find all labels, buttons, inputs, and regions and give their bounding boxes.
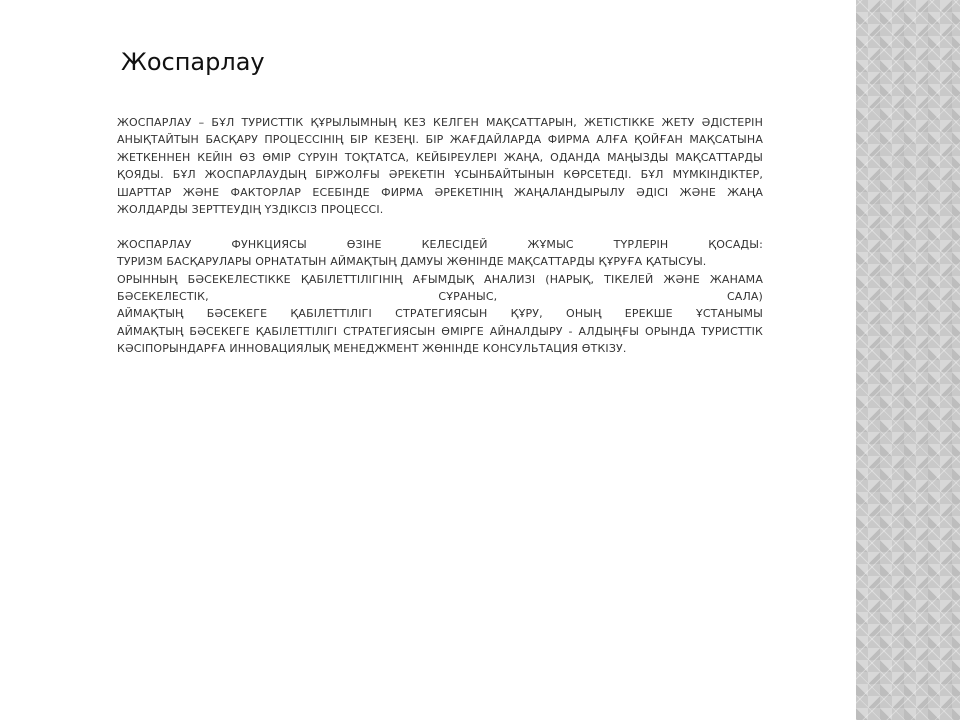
functions-intro: ЖОСПАРЛАУ ФУНКЦИЯСЫ ӨЗІНЕ КЕЛЕСІДЕЙ ЖҰМЫС ТҮРЛЕРІН ҚОСАДЫ: [117, 237, 763, 251]
definition-paragraph: ЖОСПАРЛАУ – БҰЛ ТУРИСТТІК ҚҰРЫЛЫМНЫҢ КЕЗ КЕЛГЕН МАҚСАТТАРЫН, ЖЕТІСТІККЕ ЖЕТУ ӘДІСТЕРІН АНЫҚТАЙТЫН БАСҚАРУ ПРОЦЕССІНІҢ БІР КЕЗЕҢІ. БІР ЖАҒДАЙЛАРДА ФИРМА АЛҒА ҚОЙҒАН МАҚСАТЫНА ЖЕТКЕННЕН КЕЙІН ӨЗ ӨМІР СҮРУІН ТОҚТАТСА, КЕЙБІРЕУЛЕРІ ЖАҢА, ОДАНДА МАҢЫЗДЫ МАҚСАТТАРДЫ ҚОЯДЫ. БҰЛ ЖОСПАРЛАУДЫҢ БІРЖОЛҒЫ ӘРЕКЕТІН ҰСЫНБАЙТЫНЫН КӨРСЕТЕДІ. БҰЛ МҮМКІНДІКТЕР, ШАРТТАР ЖӘНЕ ФАКТОРЛАР ЕСЕБІНДЕ ФИРМА ӘРЕКЕТІНІҢ ЖАҢАЛАНДЫРЫЛУ ӘДІСІ ЖӘНЕ ЖАҢА ЖОЛДАРДЫ ЗЕРТТЕУДІҢ ҮЗДІКСІЗ ПРОЦЕССІ. [117, 116, 763, 217]
decorative-side-pattern [856, 0, 960, 720]
function-item-4: АЙМАҚТЫҢ БӘСЕКЕГЕ ҚАБІЛЕТТІЛІГІ СТРАТЕГИЯСЫН ӨМІРГЕ АЙНАЛДЫРУ - АЛДЫҢҒЫ ОРЫНДА ТУРИСТТІК КӘСІПОРЫНДАРҒА ИННОВАЦИЯЛЫҚ МЕНЕДЖМЕНТ ЖӨНІНДЕ КОНСУЛЬТАЦИЯ ӨТКІЗУ. [117, 324, 763, 356]
function-item-3: АЙМАҚТЫҢ БӘСЕКЕГЕ ҚАБІЛЕТТІЛІГІ СТРАТЕГИЯСЫН ҚҰРУ, ОНЫҢ ЕРЕКШЕ ҰСТАНЫМЫ [117, 307, 763, 321]
slide-body [117, 114, 763, 358]
function-item-2-line-1: ОРЫННЫҢ БӘСЕКЕЛЕСТІККЕ ҚАБІЛЕТТІЛІГІНІҢ АҒЫМДЫҚ АНАЛИЗІ (НАРЫҚ, ТІКЕЛЕЙ ЖӘНЕ ЖАНАМА [117, 272, 763, 286]
function-item-2-line-2: БӘСЕКЕЛЕСТІК, СҰРАНЫС, САЛА) [117, 290, 763, 304]
paragraph-spacer [117, 218, 763, 235]
function-item-1: ТУРИЗМ БАСҚАРУЛАРЫ ОРНАТАТЫН АЙМАҚТЫҢ ДАМУЫ ЖӨНІНДЕ МАҚСАТТАРДЫ ҚҰРУҒА ҚАТЫСУЫ. [117, 255, 707, 269]
slide-title: Жоспарлау [121, 48, 265, 76]
